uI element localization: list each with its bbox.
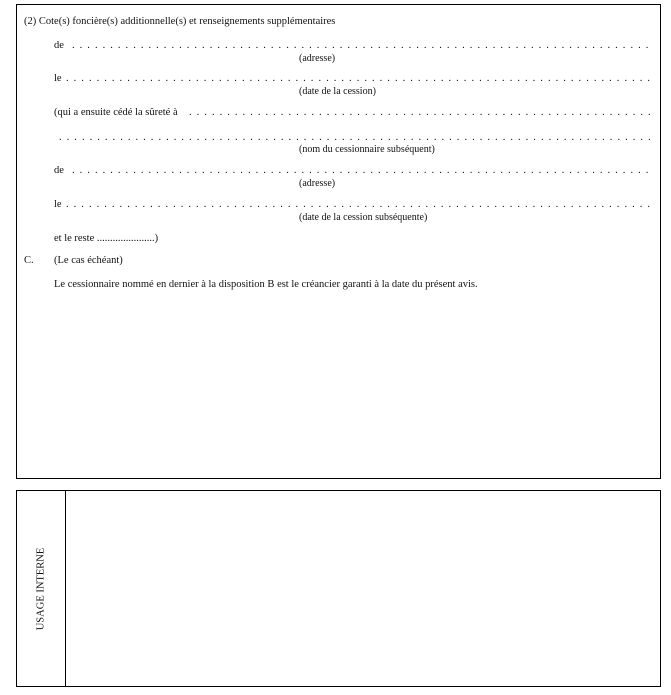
row-label-de-2: de bbox=[54, 165, 64, 176]
form-section-box bbox=[16, 4, 661, 479]
section-c-statement: Le cessionnaire nommé en dernier à la disposition B est le créancier garanti à la date du présent avis. bbox=[54, 279, 478, 290]
caption-date: (date de la cession) bbox=[299, 86, 376, 97]
section-letter: C. bbox=[24, 255, 34, 266]
caption-address-2: (adresse) bbox=[299, 178, 336, 189]
case-note: (Le cas échéant) bbox=[54, 255, 123, 266]
row-label-de: de bbox=[54, 40, 64, 51]
assignee-name-fill-line[interactable] bbox=[59, 132, 652, 144]
rest-line: et le reste ......................) bbox=[54, 233, 159, 244]
address-fill-line[interactable] bbox=[72, 40, 652, 52]
internal-use-box bbox=[16, 490, 661, 687]
section-heading: (2) Cote(s) foncière(s) additionnelle(s) et renseignements supplémentaires bbox=[24, 16, 336, 27]
date-fill-line-2[interactable] bbox=[66, 199, 652, 211]
caption-date-2: (date de la cession subséquente) bbox=[299, 212, 428, 223]
internal-use-area bbox=[66, 491, 660, 686]
subsequent-fill-line[interactable] bbox=[189, 107, 652, 119]
row-label-le-2: le bbox=[54, 199, 62, 210]
date-fill-line[interactable] bbox=[66, 73, 652, 85]
row-label-le: le bbox=[54, 73, 62, 84]
address-fill-line-2[interactable] bbox=[72, 165, 652, 177]
internal-use-label: USAGE INTERNE bbox=[35, 547, 47, 631]
caption-address: (adresse) bbox=[299, 53, 336, 64]
row-label-subsequent: (qui a ensuite cédé la sûreté à bbox=[54, 107, 178, 118]
internal-use-label-column bbox=[17, 491, 66, 686]
caption-assignee-name: (nom du cessionnaire subséquent) bbox=[299, 144, 435, 155]
